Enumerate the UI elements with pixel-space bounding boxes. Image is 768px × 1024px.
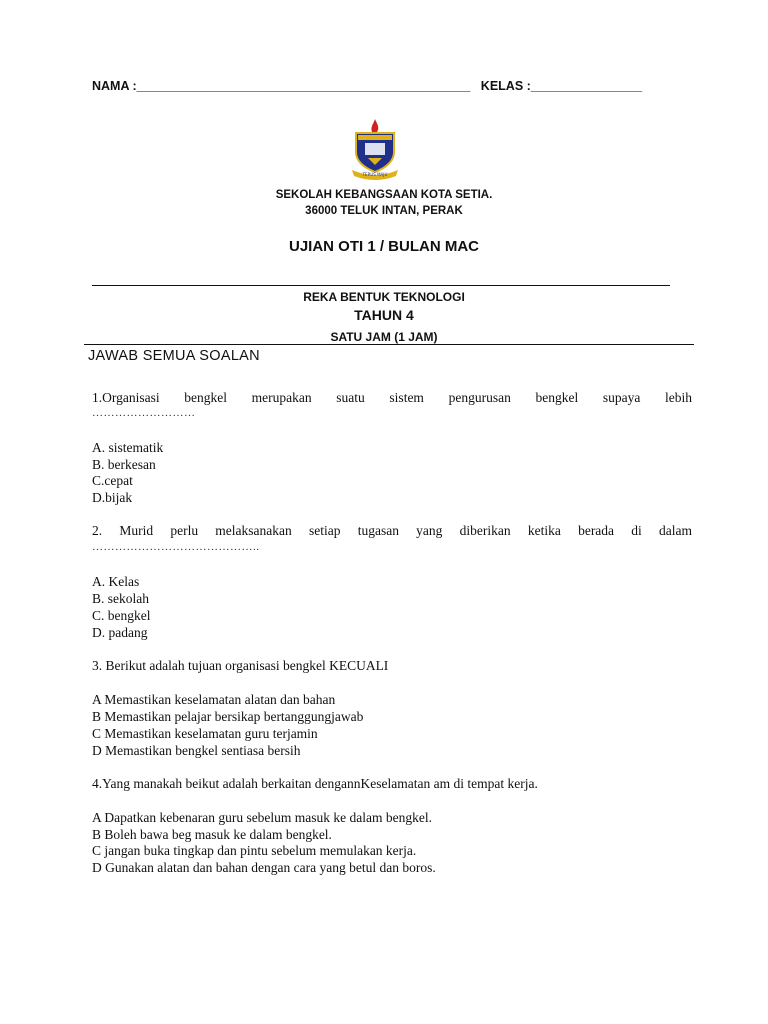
question-2-blank: ……………………………………..: [92, 541, 260, 553]
exam-subject: REKA BENTUK TEKNOLOGI: [303, 290, 465, 304]
question-3-option-b: B Memastikan pelajar bersikap bertanggungjawab: [92, 709, 364, 724]
crest-motto: TERUS MAJU: [362, 172, 388, 177]
nama-blank: ________________________________________________: [136, 79, 471, 93]
kelas-label: KELAS :: [480, 79, 531, 93]
school-name: SEKOLAH KEBANGSAAN KOTA SETIA.: [275, 189, 493, 201]
nama-label: NAMA :: [92, 79, 137, 93]
question-1-option-d: D.bijak: [92, 490, 133, 505]
question-4-option-b: B Boleh bawa beg masuk ke dalam bengkel.: [92, 827, 332, 842]
question-4-option-a: A Dapatkan kebenaran guru sebelum masuk ke dalam bengkel.: [92, 810, 433, 825]
divider-bottom: [84, 344, 694, 345]
question-2-option-d: D. padang: [92, 625, 148, 640]
question-1-text: 1.Organisasi bengkel merupakan suatu sistem pengurusan bengkel supaya lebih: [92, 390, 692, 405]
question-1-blank: ………………………: [92, 407, 196, 419]
kelas-blank: ________________: [530, 79, 643, 93]
question-2-text: 2. Murid perlu melaksanakan setiap tugasan yang diberikan ketika berada di dalam: [92, 523, 692, 538]
question-4-option-c: C jangan buka tingkap dan pintu sebelum memulakan kerja.: [92, 843, 417, 858]
student-info-line: [92, 79, 642, 93]
question-4-option-d: D Gunakan alatan dan bahan dengan cara yang betul dan boros.: [92, 860, 436, 875]
exam-instruction: JAWAB SEMUA SOALAN: [88, 348, 260, 364]
question-2-option-b: B. sekolah: [92, 591, 149, 606]
exam-year: TAHUN 4: [354, 307, 414, 323]
school-crest-icon: [350, 118, 400, 180]
question-1-option-c: C.cepat: [92, 473, 133, 488]
exam-title: UJIAN OTI 1 / BULAN MAC: [288, 238, 479, 255]
question-1-option-b: B. berkesan: [92, 457, 156, 472]
question-3-option-a: A Memastikan keselamatan alatan dan bahan: [92, 692, 336, 707]
question-1-option-a: A. sistematik: [92, 440, 164, 455]
school-address: 36000 TELUK INTAN, PERAK: [305, 205, 463, 217]
question-3-option-d: D Memastikan bengkel sentiasa bersih: [92, 743, 301, 758]
exam-duration: SATU JAM (1 JAM): [330, 330, 438, 344]
question-2-option-a: A. Kelas: [92, 574, 140, 589]
divider-top: [92, 285, 670, 286]
question-4-text: 4.Yang manakah beikut adalah berkaitan dengannKeselamatan am di tempat kerja.: [92, 776, 538, 791]
question-3-option-c: C Memastikan keselamatan guru terjamin: [92, 726, 318, 741]
question-2-option-c: C. bengkel: [92, 608, 151, 623]
question-3-text: 3. Berikut adalah tujuan organisasi bengkel KECUALI: [92, 658, 389, 673]
